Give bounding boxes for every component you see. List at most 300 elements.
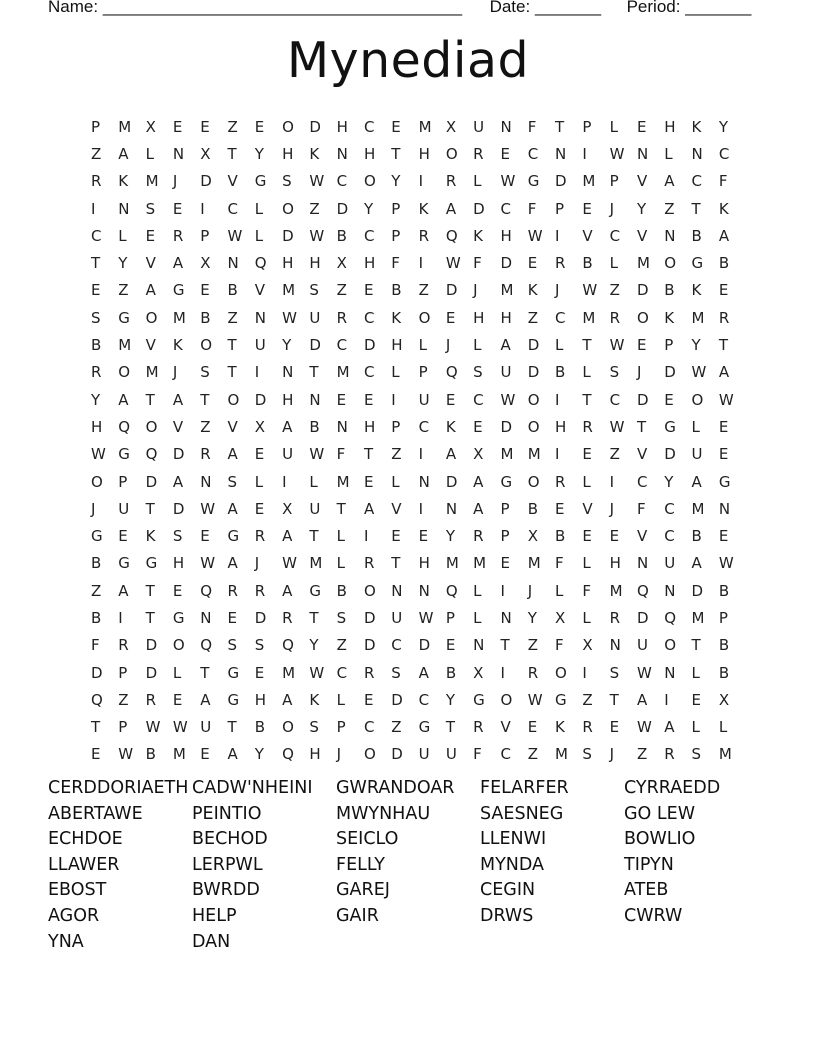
grid-letter[interactable]: E — [718, 417, 729, 436]
grid-letter[interactable]: O — [145, 308, 158, 327]
grid-letter[interactable]: D — [309, 336, 321, 355]
grid-letter[interactable]: C — [363, 718, 375, 737]
grid-letter[interactable]: C — [664, 527, 675, 546]
grid-letter[interactable]: D — [309, 117, 321, 136]
grid-letter[interactable]: A — [282, 527, 293, 546]
grid-letter[interactable]: Z — [200, 417, 211, 436]
grid-letter[interactable]: S — [309, 281, 319, 300]
grid-letter[interactable]: W — [282, 308, 297, 327]
grid-letter[interactable]: K — [664, 308, 675, 327]
grid-letter[interactable]: E — [445, 308, 456, 327]
grid-letter[interactable]: R — [555, 472, 566, 491]
grid-letter[interactable]: E — [363, 690, 374, 709]
grid-letter[interactable]: D — [145, 636, 158, 655]
grid-letter[interactable]: Z — [118, 690, 129, 709]
grid-letter[interactable]: E — [500, 144, 510, 163]
grid-letter[interactable]: E — [718, 445, 729, 464]
grid-letter[interactable]: E — [445, 390, 456, 409]
grid-letter[interactable]: G — [145, 554, 158, 573]
grid-letter[interactable]: J — [254, 554, 260, 573]
grid-letter[interactable]: K — [445, 417, 456, 436]
grid-letter[interactable]: X — [582, 636, 593, 655]
grid-letter[interactable]: K — [145, 527, 156, 546]
grid-letter[interactable]: H — [500, 226, 512, 245]
grid-letter[interactable]: E — [172, 581, 183, 600]
grid-letter[interactable]: A — [445, 445, 457, 464]
grid-letter[interactable]: L — [336, 690, 346, 709]
grid-letter[interactable]: D — [363, 636, 376, 655]
grid-letter[interactable]: A — [718, 226, 730, 245]
grid-letter[interactable]: E — [200, 527, 210, 546]
grid-letter[interactable]: C — [336, 172, 348, 191]
grid-letter[interactable]: I — [118, 608, 123, 627]
grid-letter[interactable]: A — [200, 690, 211, 709]
grid-letter[interactable]: A — [445, 199, 457, 218]
grid-letter[interactable]: Z — [309, 199, 320, 218]
grid-letter[interactable]: J — [555, 281, 560, 300]
grid-letter[interactable]: T — [582, 336, 592, 355]
grid-letter[interactable]: L — [118, 226, 127, 245]
grid-letter[interactable]: U — [636, 636, 648, 655]
grid-letter[interactable]: R — [145, 690, 157, 709]
grid-letter[interactable]: J — [473, 281, 478, 300]
grid-letter[interactable]: D — [664, 445, 676, 464]
grid-letter[interactable]: N — [309, 390, 321, 409]
grid-letter[interactable]: J — [609, 499, 615, 518]
grid-letter[interactable]: Z — [391, 445, 402, 464]
grid-letter[interactable]: P — [200, 226, 210, 245]
grid-letter[interactable]: T — [145, 390, 155, 409]
grid-letter[interactable]: N — [500, 117, 512, 136]
grid-letter[interactable]: L — [145, 144, 154, 163]
grid-letter[interactable]: X — [254, 417, 266, 436]
grid-letter[interactable]: O — [91, 472, 103, 491]
grid-letter[interactable]: O — [363, 745, 376, 764]
grid-letter[interactable]: A — [691, 554, 702, 573]
grid-letter[interactable]: Y — [636, 199, 647, 218]
grid-letter[interactable]: W — [609, 336, 625, 355]
grid-letter[interactable]: L — [254, 199, 264, 218]
grid-letter[interactable]: Z — [636, 745, 648, 764]
grid-letter[interactable]: X — [718, 690, 730, 709]
grid-letter[interactable]: D — [91, 663, 103, 682]
grid-letter[interactable]: R — [664, 745, 675, 764]
grid-letter[interactable]: M — [691, 499, 705, 518]
grid-letter[interactable]: N — [664, 581, 676, 600]
grid-letter[interactable]: R — [172, 226, 184, 245]
grid-letter[interactable]: E — [254, 499, 265, 518]
grid-letter[interactable]: P — [391, 417, 401, 436]
grid-letter[interactable]: I — [500, 581, 505, 600]
grid-letter[interactable]: E — [391, 527, 401, 546]
grid-letter[interactable]: I — [418, 499, 423, 518]
grid-letter[interactable]: E — [691, 690, 702, 709]
grid-letter[interactable]: Y — [445, 690, 456, 709]
grid-letter[interactable]: W — [309, 445, 325, 464]
grid-letter[interactable]: E — [555, 499, 565, 518]
grid-letter[interactable]: R — [527, 663, 539, 682]
grid-letter[interactable]: P — [336, 718, 346, 737]
grid-letter[interactable]: N — [418, 581, 430, 600]
grid-letter[interactable]: F — [391, 254, 400, 273]
grid-letter[interactable]: T — [445, 718, 456, 737]
grid-letter[interactable]: A — [227, 554, 238, 573]
grid-letter[interactable]: L — [418, 336, 427, 355]
grid-letter[interactable]: E — [445, 636, 456, 655]
grid-letter[interactable]: P — [445, 608, 455, 627]
grid-letter[interactable]: R — [363, 554, 375, 573]
grid-letter[interactable]: O — [172, 636, 185, 655]
grid-letter[interactable]: A — [282, 690, 293, 709]
grid-letter[interactable]: U — [309, 308, 321, 327]
grid-letter[interactable]: E — [636, 117, 647, 136]
grid-letter[interactable]: R — [718, 308, 730, 327]
grid-letter[interactable]: G — [527, 172, 540, 191]
grid-letter[interactable]: X — [527, 527, 539, 546]
grid-letter[interactable]: N — [691, 144, 703, 163]
grid-letter[interactable]: B — [691, 226, 702, 245]
grid-letter[interactable]: W — [718, 390, 734, 409]
grid-letter[interactable]: C — [91, 226, 102, 245]
grid-letter[interactable]: S — [91, 308, 101, 327]
grid-letter[interactable]: M — [636, 254, 650, 273]
grid-letter[interactable]: F — [718, 172, 728, 191]
grid-letter[interactable]: O — [527, 472, 540, 491]
grid-letter[interactable]: E — [227, 608, 237, 627]
grid-letter[interactable]: G — [664, 417, 676, 436]
grid-letter[interactable]: M — [445, 554, 459, 573]
grid-letter[interactable]: M — [691, 308, 705, 327]
grid-letter[interactable]: W — [172, 718, 188, 737]
grid-letter[interactable]: T — [91, 254, 101, 273]
grid-letter[interactable]: W — [636, 663, 652, 682]
name-blank[interactable]: ______________________________________ — [102, 0, 463, 16]
grid-letter[interactable]: S — [200, 363, 210, 382]
grid-letter[interactable]: W — [309, 663, 325, 682]
grid-letter[interactable]: E — [254, 445, 265, 464]
grid-letter[interactable]: Q — [282, 636, 294, 655]
grid-letter[interactable]: C — [636, 472, 648, 491]
grid-letter[interactable]: J — [527, 581, 533, 600]
grid-letter[interactable]: G — [473, 690, 485, 709]
grid-letter[interactable]: V — [500, 718, 511, 737]
grid-letter[interactable]: Q — [91, 690, 103, 709]
grid-letter[interactable]: R — [282, 608, 293, 627]
grid-letter[interactable]: D — [145, 472, 158, 491]
grid-letter[interactable]: N — [336, 417, 348, 436]
grid-letter[interactable]: L — [664, 144, 673, 163]
grid-letter[interactable]: R — [582, 718, 593, 737]
grid-letter[interactable]: B — [691, 527, 702, 546]
grid-letter[interactable]: A — [172, 472, 184, 491]
grid-letter[interactable]: U — [118, 499, 130, 518]
grid-letter[interactable]: W — [527, 226, 543, 245]
grid-letter[interactable]: M — [609, 581, 623, 600]
grid-letter[interactable]: D — [500, 417, 513, 436]
grid-letter[interactable]: S — [391, 663, 401, 682]
grid-letter[interactable]: S — [309, 718, 319, 737]
grid-letter[interactable]: O — [527, 417, 540, 436]
grid-letter[interactable]: E — [582, 199, 592, 218]
grid-letter[interactable]: L — [582, 554, 591, 573]
grid-letter[interactable]: V — [227, 172, 238, 191]
grid-letter[interactable]: I — [91, 199, 96, 218]
grid-letter[interactable]: W — [418, 608, 434, 627]
grid-letter[interactable]: J — [172, 363, 178, 382]
grid-letter[interactable]: N — [555, 144, 567, 163]
grid-letter[interactable]: T — [636, 417, 647, 436]
grid-letter[interactable]: F — [336, 445, 346, 464]
grid-letter[interactable]: L — [582, 608, 591, 627]
grid-letter[interactable]: S — [172, 527, 183, 546]
grid-letter[interactable]: C — [363, 308, 375, 327]
grid-letter[interactable]: I — [582, 663, 587, 682]
grid-letter[interactable]: D — [473, 199, 485, 218]
grid-letter[interactable]: J — [636, 363, 642, 382]
grid-letter[interactable]: K — [418, 199, 429, 218]
grid-letter[interactable]: G — [118, 554, 130, 573]
grid-letter[interactable]: W — [445, 254, 461, 273]
grid-letter[interactable]: I — [418, 254, 423, 273]
grid-letter[interactable]: S — [609, 663, 620, 682]
grid-letter[interactable]: D — [636, 281, 649, 300]
grid-letter[interactable]: D — [336, 199, 349, 218]
grid-letter[interactable]: P — [500, 527, 510, 546]
grid-letter[interactable]: W — [500, 390, 516, 409]
grid-letter[interactable]: O — [555, 663, 567, 682]
grid-letter[interactable]: O — [636, 308, 649, 327]
grid-letter[interactable]: E — [418, 527, 429, 546]
grid-letter[interactable]: A — [363, 499, 375, 518]
grid-letter[interactable]: D — [172, 445, 185, 464]
grid-letter[interactable]: U — [445, 745, 457, 764]
grid-letter[interactable]: P — [118, 472, 128, 491]
grid-letter[interactable]: N — [445, 499, 458, 518]
grid-letter[interactable]: U — [500, 363, 512, 382]
grid-letter[interactable]: E — [172, 117, 183, 136]
grid-letter[interactable]: L — [691, 718, 700, 737]
grid-letter[interactable]: W — [282, 554, 297, 573]
grid-letter[interactable]: T — [200, 663, 210, 682]
grid-letter[interactable]: M — [118, 117, 132, 136]
grid-letter[interactable]: O — [691, 390, 704, 409]
grid-letter[interactable]: P — [118, 718, 128, 737]
grid-letter[interactable]: D — [391, 745, 403, 764]
grid-letter[interactable]: H — [172, 554, 185, 573]
grid-letter[interactable]: E — [363, 390, 374, 409]
grid-letter[interactable]: I — [609, 472, 615, 491]
grid-letter[interactable]: M — [718, 745, 732, 764]
grid-letter[interactable]: G — [691, 254, 704, 273]
grid-letter[interactable]: D — [500, 254, 513, 273]
grid-letter[interactable]: D — [527, 363, 540, 382]
grid-letter[interactable]: W — [118, 745, 134, 764]
grid-letter[interactable]: T — [227, 336, 237, 355]
grid-letter[interactable]: G — [118, 308, 130, 327]
grid-letter[interactable]: Q — [664, 608, 677, 627]
grid-letter[interactable]: I — [200, 199, 205, 218]
grid-letter[interactable]: J — [172, 172, 178, 191]
grid-letter[interactable]: E — [527, 254, 538, 273]
grid-letter[interactable]: A — [282, 581, 293, 600]
grid-letter[interactable]: T — [227, 363, 237, 382]
grid-letter[interactable]: Y — [282, 336, 292, 355]
grid-letter[interactable]: E — [582, 527, 592, 546]
grid-letter[interactable]: C — [418, 690, 430, 709]
grid-letter[interactable]: H — [363, 144, 376, 163]
grid-letter[interactable]: P — [391, 199, 401, 218]
grid-letter[interactable]: W — [718, 554, 734, 573]
grid-letter[interactable]: M — [555, 745, 568, 764]
grid-letter[interactable]: N — [391, 581, 403, 600]
grid-letter[interactable]: K — [691, 281, 702, 300]
grid-letter[interactable]: M — [282, 663, 296, 682]
grid-letter[interactable]: R — [91, 172, 102, 191]
grid-letter[interactable]: T — [363, 445, 374, 464]
grid-letter[interactable]: Z — [391, 718, 402, 737]
grid-letter[interactable]: E — [582, 445, 592, 464]
grid-letter[interactable]: D — [664, 363, 676, 382]
grid-letter[interactable]: V — [145, 336, 156, 355]
grid-letter[interactable]: M — [582, 308, 596, 327]
grid-letter[interactable]: Y — [691, 336, 701, 355]
grid-letter[interactable]: W — [227, 226, 243, 245]
grid-letter[interactable]: O — [527, 390, 540, 409]
grid-letter[interactable]: H — [336, 117, 348, 136]
grid-letter[interactable]: I — [418, 445, 423, 464]
grid-letter[interactable]: U — [418, 745, 430, 764]
grid-letter[interactable]: O — [363, 581, 376, 600]
grid-letter[interactable]: V — [636, 527, 648, 546]
grid-letter[interactable]: F — [555, 554, 564, 573]
grid-letter[interactable]: B — [718, 636, 730, 655]
grid-letter[interactable]: M — [145, 172, 159, 191]
grid-letter[interactable]: Z — [527, 636, 539, 655]
grid-letter[interactable]: D — [363, 336, 376, 355]
grid-letter[interactable]: P — [609, 172, 619, 191]
grid-letter[interactable]: H — [391, 336, 403, 355]
grid-letter[interactable]: A — [227, 499, 238, 518]
grid-letter[interactable]: C — [336, 663, 348, 682]
grid-letter[interactable]: A — [473, 499, 484, 518]
grid-letter[interactable]: G — [227, 663, 240, 682]
grid-letter[interactable]: T — [691, 199, 701, 218]
grid-letter[interactable]: V — [582, 499, 593, 518]
grid-letter[interactable]: Z — [527, 745, 539, 764]
grid-letter[interactable]: N — [118, 199, 130, 218]
grid-letter[interactable]: F — [91, 636, 100, 655]
grid-letter[interactable]: C — [363, 117, 375, 136]
grid-letter[interactable]: G — [418, 718, 431, 737]
grid-letter[interactable]: A — [227, 745, 238, 764]
grid-letter[interactable]: B — [145, 745, 156, 764]
grid-letter[interactable]: Q — [254, 254, 267, 273]
grid-letter[interactable]: Z — [91, 581, 102, 600]
grid-letter[interactable]: B — [718, 581, 730, 600]
grid-letter[interactable]: I — [555, 226, 560, 245]
grid-letter[interactable]: A — [664, 172, 675, 191]
grid-letter[interactable]: G — [309, 581, 321, 600]
grid-letter[interactable]: Y — [664, 472, 674, 491]
grid-letter[interactable]: Z — [582, 690, 593, 709]
grid-letter[interactable]: T — [91, 718, 101, 737]
grid-letter[interactable]: T — [391, 144, 401, 163]
grid-letter[interactable]: A — [118, 144, 129, 163]
grid-letter[interactable]: D — [363, 608, 376, 627]
grid-letter[interactable]: K — [473, 226, 483, 245]
grid-letter[interactable]: O — [282, 199, 294, 218]
grid-letter[interactable]: G — [172, 281, 185, 300]
grid-letter[interactable]: U — [200, 718, 212, 737]
grid-letter[interactable]: S — [282, 172, 292, 191]
grid-letter[interactable]: L — [691, 417, 700, 436]
grid-letter[interactable]: T — [227, 718, 237, 737]
grid-letter[interactable]: O — [363, 172, 376, 191]
grid-letter[interactable]: A — [145, 281, 156, 300]
grid-letter[interactable]: T — [200, 390, 210, 409]
grid-letter[interactable]: A — [282, 417, 293, 436]
grid-letter[interactable]: D — [555, 172, 567, 191]
grid-letter[interactable]: K — [527, 281, 538, 300]
grid-letter[interactable]: H — [309, 254, 321, 273]
grid-letter[interactable]: P — [582, 117, 592, 136]
grid-letter[interactable]: D — [445, 472, 458, 491]
grid-letter[interactable]: D — [145, 663, 158, 682]
grid-letter[interactable]: L — [473, 608, 482, 627]
grid-letter[interactable]: Z — [227, 117, 238, 136]
grid-letter[interactable]: Y — [445, 527, 456, 546]
grid-letter[interactable]: G — [254, 172, 267, 191]
grid-letter[interactable]: Q — [200, 636, 212, 655]
grid-letter[interactable]: K — [391, 308, 402, 327]
grid-letter[interactable]: D — [527, 336, 540, 355]
grid-letter[interactable]: W — [200, 554, 216, 573]
grid-letter[interactable]: C — [718, 144, 730, 163]
grid-letter[interactable]: L — [718, 718, 728, 737]
grid-letter[interactable]: K — [555, 718, 565, 737]
grid-letter[interactable]: D — [418, 636, 431, 655]
grid-letter[interactable]: L — [691, 663, 700, 682]
grid-letter[interactable]: Z — [336, 281, 347, 300]
grid-letter[interactable]: N — [200, 608, 212, 627]
grid-letter[interactable]: Z — [418, 281, 429, 300]
grid-letter[interactable]: E — [718, 527, 729, 546]
grid-letter[interactable]: J — [91, 499, 96, 518]
grid-letter[interactable]: M — [145, 363, 159, 382]
grid-letter[interactable]: R — [473, 527, 484, 546]
grid-letter[interactable]: F — [582, 581, 591, 600]
grid-letter[interactable]: Z — [227, 308, 238, 327]
date-blank[interactable]: _______ — [534, 0, 602, 16]
grid-letter[interactable]: W — [145, 718, 161, 737]
grid-letter[interactable]: S — [609, 363, 620, 382]
grid-letter[interactable]: A — [172, 390, 184, 409]
grid-letter[interactable]: S — [227, 472, 238, 491]
grid-letter[interactable]: C — [227, 199, 238, 218]
grid-letter[interactable]: U — [664, 554, 676, 573]
grid-letter[interactable]: O — [282, 117, 294, 136]
grid-letter[interactable]: J — [609, 745, 615, 764]
grid-letter[interactable]: W — [609, 417, 625, 436]
grid-letter[interactable]: F — [473, 254, 482, 273]
grid-letter[interactable]: Q — [636, 581, 649, 600]
grid-letter[interactable]: N — [254, 308, 267, 327]
grid-letter[interactable]: O — [200, 336, 212, 355]
grid-letter[interactable]: R — [473, 718, 484, 737]
grid-letter[interactable]: R — [227, 581, 238, 600]
grid-letter[interactable]: X — [200, 144, 211, 163]
grid-letter[interactable]: M — [309, 554, 323, 573]
